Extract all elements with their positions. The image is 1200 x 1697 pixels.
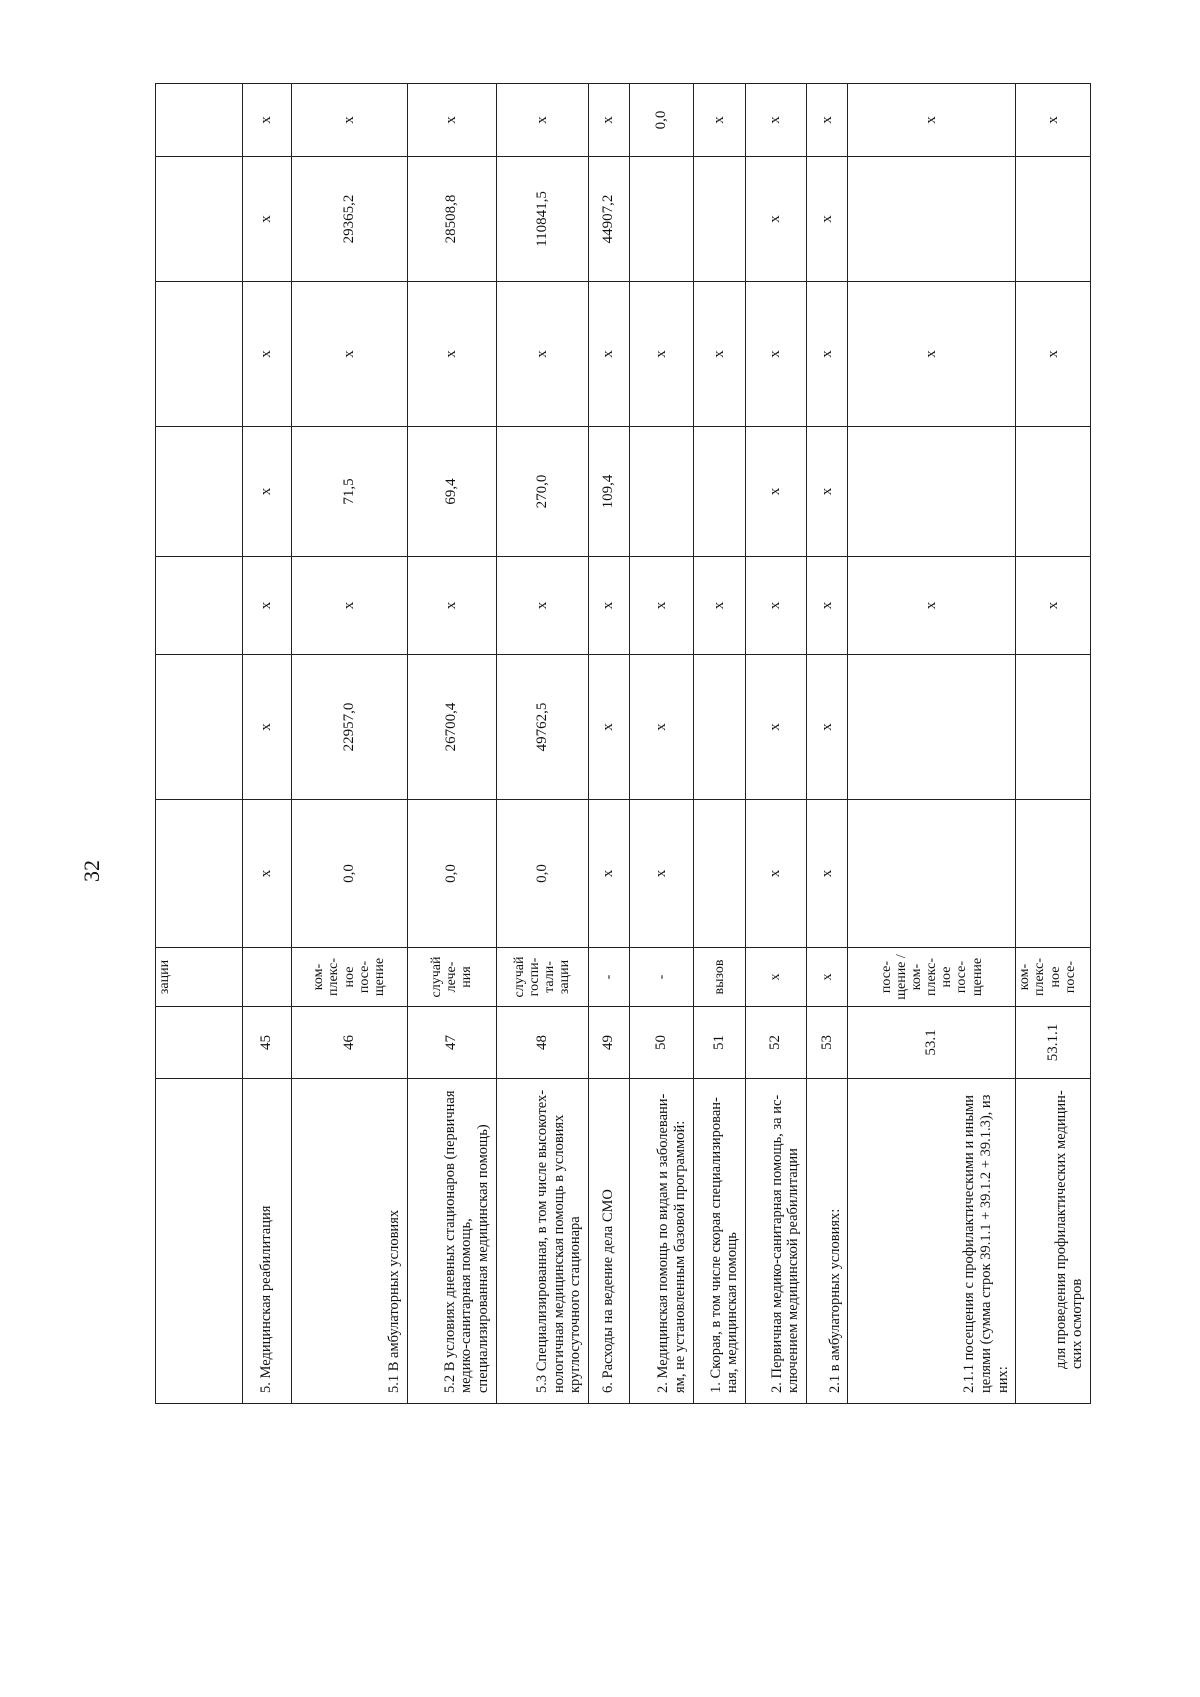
value-cell: х [807, 655, 848, 800]
row-unit-cell: случай лече-ния [407, 948, 496, 1007]
value-cell [693, 157, 745, 282]
row-code-cell: 51 [693, 1007, 745, 1079]
value-cell [1016, 655, 1091, 800]
table-row [1016, 84, 1091, 1404]
value-cell: 0,0 [291, 800, 407, 948]
value-cell: х [848, 282, 1016, 427]
value-cell: х [496, 84, 588, 157]
value-cell: 22957,0 [291, 655, 407, 800]
value-cell: 0,0 [496, 800, 588, 948]
value-cell: х [745, 157, 806, 282]
table-cell [156, 157, 243, 282]
value-cell: х [693, 84, 745, 157]
table-cell [156, 282, 243, 427]
table-cell [156, 1079, 243, 1404]
row-unit-cell: х [745, 948, 806, 1007]
value-cell [693, 427, 745, 557]
value-cell: х [496, 557, 588, 655]
table-cell [156, 655, 243, 800]
value-cell: х [807, 84, 848, 157]
value-cell: х [242, 427, 291, 557]
value-cell: 0,0 [407, 800, 496, 948]
value-cell: х [848, 84, 1016, 157]
table-cell [156, 1007, 243, 1079]
value-cell: х [807, 427, 848, 557]
row-code-cell: 48 [496, 1007, 588, 1079]
value-cell [848, 655, 1016, 800]
table-header-continuation-row [156, 84, 243, 1404]
row-name-cell: 2. Медицинская помощь по видам и заболевани-ям, не установленным базовой программой: [630, 1079, 693, 1404]
row-unit-cell: ком-плекс-ное посе-щение [291, 948, 407, 1007]
table-row [407, 84, 496, 1404]
row-unit-cell: случай госпи-тали-зации [496, 948, 588, 1007]
row-name-cell: 2.1.1 посещения с профилактическими и иными целями (сумма строк 39.1.1 + 39.1.2 + 39.1.3), из них: [848, 1079, 1016, 1404]
table-row [693, 84, 745, 1404]
value-cell: 69,4 [407, 427, 496, 557]
value-cell: х [588, 800, 629, 948]
value-cell: х [407, 84, 496, 157]
table-row [588, 84, 629, 1404]
row-code-cell: 53.1.1 [1016, 1007, 1091, 1079]
row-unit-cell: посе-щение / ком-плекс-ное посе-щение [848, 948, 1016, 1007]
value-cell: х [242, 800, 291, 948]
value-cell: х [588, 282, 629, 427]
value-cell [630, 157, 693, 282]
value-cell: х [848, 557, 1016, 655]
row-unit-cell: - [630, 948, 693, 1007]
value-cell [630, 427, 693, 557]
value-cell [1016, 800, 1091, 948]
financing-table [155, 83, 1091, 1404]
value-cell: х [807, 157, 848, 282]
value-cell: х [1016, 282, 1091, 427]
row-unit-cell: ком-плекс-ное посе- [1016, 948, 1091, 1007]
row-unit-cell: - [588, 948, 629, 1007]
value-cell: х [745, 655, 806, 800]
value-cell [848, 800, 1016, 948]
value-cell: х [630, 655, 693, 800]
value-cell: х [588, 655, 629, 800]
value-cell: х [630, 800, 693, 948]
value-cell: х [242, 655, 291, 800]
table-row [848, 84, 1016, 1404]
row-name-cell: 5.3 Специализированная, в том числе высокотех-нологичная медицинская помощь в условиях круглосуточного стационара [496, 1079, 588, 1404]
header-unit-fragment: зации [156, 948, 243, 1007]
value-cell: 110841,5 [496, 157, 588, 282]
value-cell: 29365,2 [291, 157, 407, 282]
table-row [291, 84, 407, 1404]
table-cell [156, 84, 243, 157]
value-cell: х [242, 282, 291, 427]
value-cell: х [291, 282, 407, 427]
value-cell: х [242, 84, 291, 157]
value-cell: х [693, 282, 745, 427]
value-cell: 26700,4 [407, 655, 496, 800]
value-cell: х [588, 557, 629, 655]
table-row [807, 84, 848, 1404]
value-cell: х [693, 557, 745, 655]
row-unit-cell: вызов [693, 948, 745, 1007]
row-code-cell: 53 [807, 1007, 848, 1079]
row-name-cell: для проведения профилактических медицин-ских осмотров [1016, 1079, 1091, 1404]
value-cell: 71,5 [291, 427, 407, 557]
value-cell: х [745, 282, 806, 427]
row-code-cell: 52 [745, 1007, 806, 1079]
value-cell: х [242, 557, 291, 655]
rotated-table-sheet [155, 84, 1091, 1404]
value-cell: х [630, 557, 693, 655]
value-cell: х [807, 282, 848, 427]
value-cell [1016, 157, 1091, 282]
row-code-cell: 50 [630, 1007, 693, 1079]
table-cell [156, 800, 243, 948]
row-name-cell: 2. Первичная медико-санитарная помощь, за ис-ключением медицинской реабилитации [745, 1079, 806, 1404]
value-cell: х [291, 557, 407, 655]
row-code-cell: 47 [407, 1007, 496, 1079]
value-cell: 270,0 [496, 427, 588, 557]
value-cell: х [745, 84, 806, 157]
value-cell: 109,4 [588, 427, 629, 557]
table-row [496, 84, 588, 1404]
value-cell: х [745, 427, 806, 557]
value-cell: х [588, 84, 629, 157]
row-name-cell: 5. Медицинская реабилитация [242, 1079, 291, 1404]
table-row [630, 84, 693, 1404]
row-code-cell: 49 [588, 1007, 629, 1079]
value-cell: х [407, 557, 496, 655]
table-cell [156, 557, 243, 655]
table-row [745, 84, 806, 1404]
value-cell: 49762,5 [496, 655, 588, 800]
row-name-cell: 6. Расходы на ведение дела СМО [588, 1079, 629, 1404]
value-cell: 0,0 [630, 84, 693, 157]
row-name-cell: 5.1 В амбулаторных условиях [291, 1079, 407, 1404]
value-cell: х [630, 282, 693, 427]
value-cell: 28508,8 [407, 157, 496, 282]
value-cell [848, 427, 1016, 557]
value-cell: х [745, 557, 806, 655]
value-cell [693, 655, 745, 800]
value-cell: х [242, 157, 291, 282]
value-cell: х [807, 557, 848, 655]
row-name-cell: 1. Скорая, в том числе скорая специализирован-ная, медицинская помощь [693, 1079, 745, 1404]
value-cell: х [496, 282, 588, 427]
row-name-cell: 2.1 в амбулаторных условиях: [807, 1079, 848, 1404]
row-unit-cell: х [807, 948, 848, 1007]
value-cell: х [807, 800, 848, 948]
table-row [242, 84, 291, 1404]
value-cell [693, 800, 745, 948]
value-cell [1016, 427, 1091, 557]
value-cell [848, 157, 1016, 282]
row-code-cell: 45 [242, 1007, 291, 1079]
value-cell: х [745, 800, 806, 948]
value-cell: х [1016, 557, 1091, 655]
row-unit-cell [242, 948, 291, 1007]
table-cell [156, 427, 243, 557]
row-name-cell: 5.2 В условиях дневных стационаров (первичная медико-санитарная помощь, специализированная медицинская помощь) [407, 1079, 496, 1404]
value-cell: х [407, 282, 496, 427]
page-number: 32 [79, 860, 104, 882]
value-cell: х [291, 84, 407, 157]
value-cell: 44907,2 [588, 157, 629, 282]
row-code-cell: 53.1 [848, 1007, 1016, 1079]
row-code-cell: 46 [291, 1007, 407, 1079]
value-cell: х [1016, 84, 1091, 157]
